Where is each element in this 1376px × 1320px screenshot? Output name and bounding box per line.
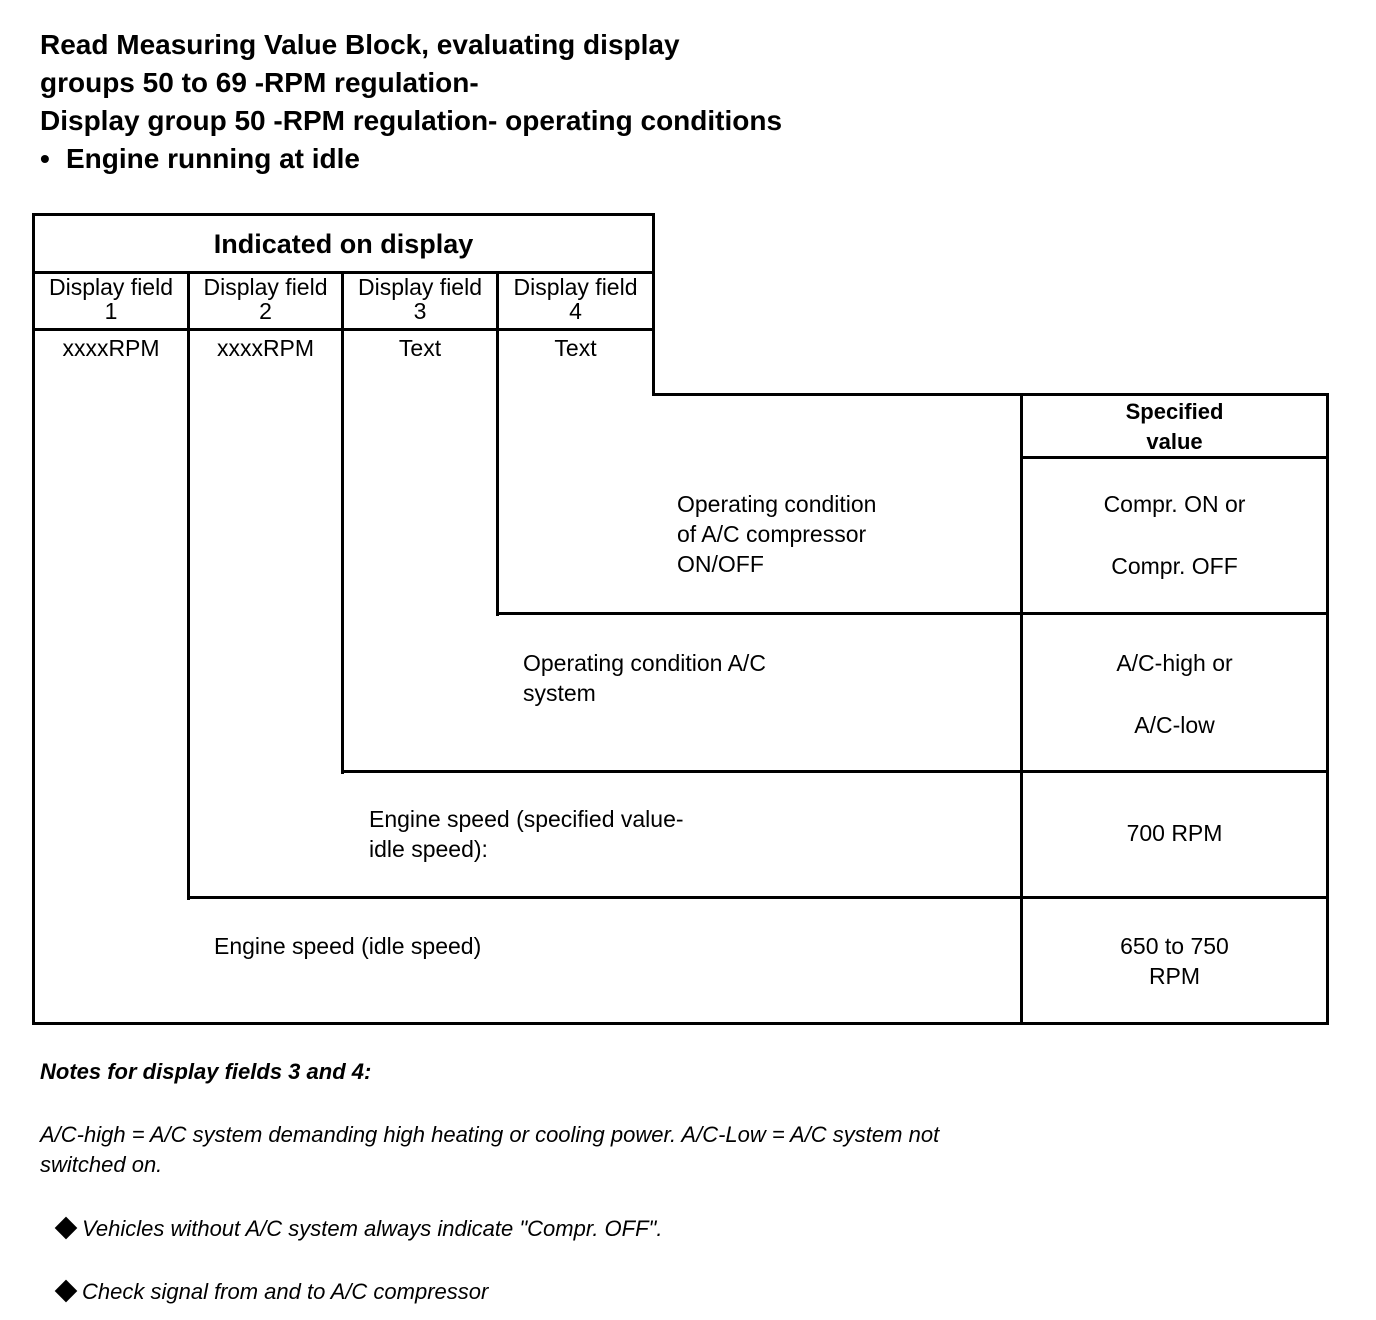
note-item-text: Vehicles without A/C system always indicate "Compr. OFF". xyxy=(82,1216,663,1241)
row-1-spec xyxy=(1023,489,1326,581)
row-3-spec xyxy=(1023,818,1326,848)
spec-line: Compr. ON or xyxy=(1103,491,1246,517)
note-item-1 xyxy=(52,1214,662,1244)
row-4-description xyxy=(214,931,481,961)
note-item-text: Check signal from and to A/C compressor xyxy=(82,1279,489,1304)
heading-bullet-item xyxy=(40,140,782,178)
desc-line: Operating condition xyxy=(677,491,877,517)
row-2-spec xyxy=(1023,648,1326,740)
notes-paragraph-line: switched on. xyxy=(40,1152,163,1177)
spec-line: A/C-high or xyxy=(1116,650,1233,676)
desc-line: Engine speed (idle speed) xyxy=(214,933,482,959)
field-header-label: Display field xyxy=(203,274,328,300)
field-header-number: 4 xyxy=(569,298,582,324)
desc-line: system xyxy=(523,680,596,706)
spec-line: 650 to 750 xyxy=(1120,933,1229,959)
field-header-number: 3 xyxy=(413,298,427,324)
desc-line: Operating condition A/C xyxy=(523,650,766,676)
spec-header xyxy=(1023,397,1326,457)
row-2-bottom xyxy=(341,770,1329,773)
spec-line: 700 RPM xyxy=(1126,820,1223,846)
field-header-2 xyxy=(190,272,341,326)
notes-title: Notes for display fields 3 and 4: xyxy=(40,1059,372,1084)
field-header-number: 1 xyxy=(104,298,118,324)
field-header-3 xyxy=(344,272,496,326)
table-title: Indicated on display xyxy=(213,229,474,259)
field-value-4: Text xyxy=(554,335,597,361)
field-header-1 xyxy=(35,272,187,326)
spec-box-top xyxy=(652,393,1329,396)
field-header-label: Display field xyxy=(358,274,482,300)
field-value-3: Text xyxy=(398,335,442,361)
spec-header-line-1: Specified xyxy=(1125,399,1224,424)
heading-line-1: Read Measuring Value Block, evaluating display xyxy=(40,29,680,60)
field-header-label: Display field xyxy=(513,274,638,300)
page-heading xyxy=(40,26,782,178)
spec-header-line-2: value xyxy=(1146,429,1203,454)
row-1-description xyxy=(677,489,876,579)
field-header-4 xyxy=(499,272,652,326)
notes-paragraph xyxy=(40,1120,939,1180)
note-item-2 xyxy=(52,1277,488,1307)
diamond-bullet-icon xyxy=(55,1217,78,1240)
desc-line: idle speed): xyxy=(369,836,488,862)
notes-paragraph-line: A/C-high = A/C system demanding high heating or cooling power. A/C-Low = A/C system not xyxy=(40,1122,940,1147)
spec-line: A/C-low xyxy=(1134,712,1215,738)
table-border-bottom xyxy=(32,1022,1329,1025)
field-header-label: Display field xyxy=(49,274,173,300)
spec-line: RPM xyxy=(1148,963,1201,989)
row-3-description xyxy=(369,804,684,864)
column-divider-1 xyxy=(187,271,190,900)
bullet-icon: • xyxy=(40,143,50,174)
heading-line-2: groups 50 to 69 -RPM regulation- xyxy=(40,67,479,98)
table-border-right xyxy=(1326,393,1329,1025)
row-3-bottom xyxy=(187,896,1329,899)
row-1-bottom xyxy=(496,612,1329,615)
desc-line: Engine speed (specified value- xyxy=(369,806,684,832)
diamond-bullet-icon xyxy=(55,1280,78,1303)
field-value-1: xxxxRPM xyxy=(62,335,160,361)
table-border-top xyxy=(32,213,655,216)
row-4-spec xyxy=(1023,931,1326,991)
desc-line: ON/OFF xyxy=(677,551,764,577)
spec-line: Compr. OFF xyxy=(1111,553,1238,579)
row-2-description xyxy=(523,648,766,708)
heading-line-4: Engine running at idle xyxy=(66,143,360,174)
field-header-number: 2 xyxy=(259,298,272,324)
heading-line-3: Display group 50 -RPM regulation- operating conditions xyxy=(40,105,783,136)
field-value-2: xxxxRPM xyxy=(216,335,315,361)
desc-line: of A/C compressor xyxy=(677,521,867,547)
top-box-right xyxy=(652,213,655,396)
